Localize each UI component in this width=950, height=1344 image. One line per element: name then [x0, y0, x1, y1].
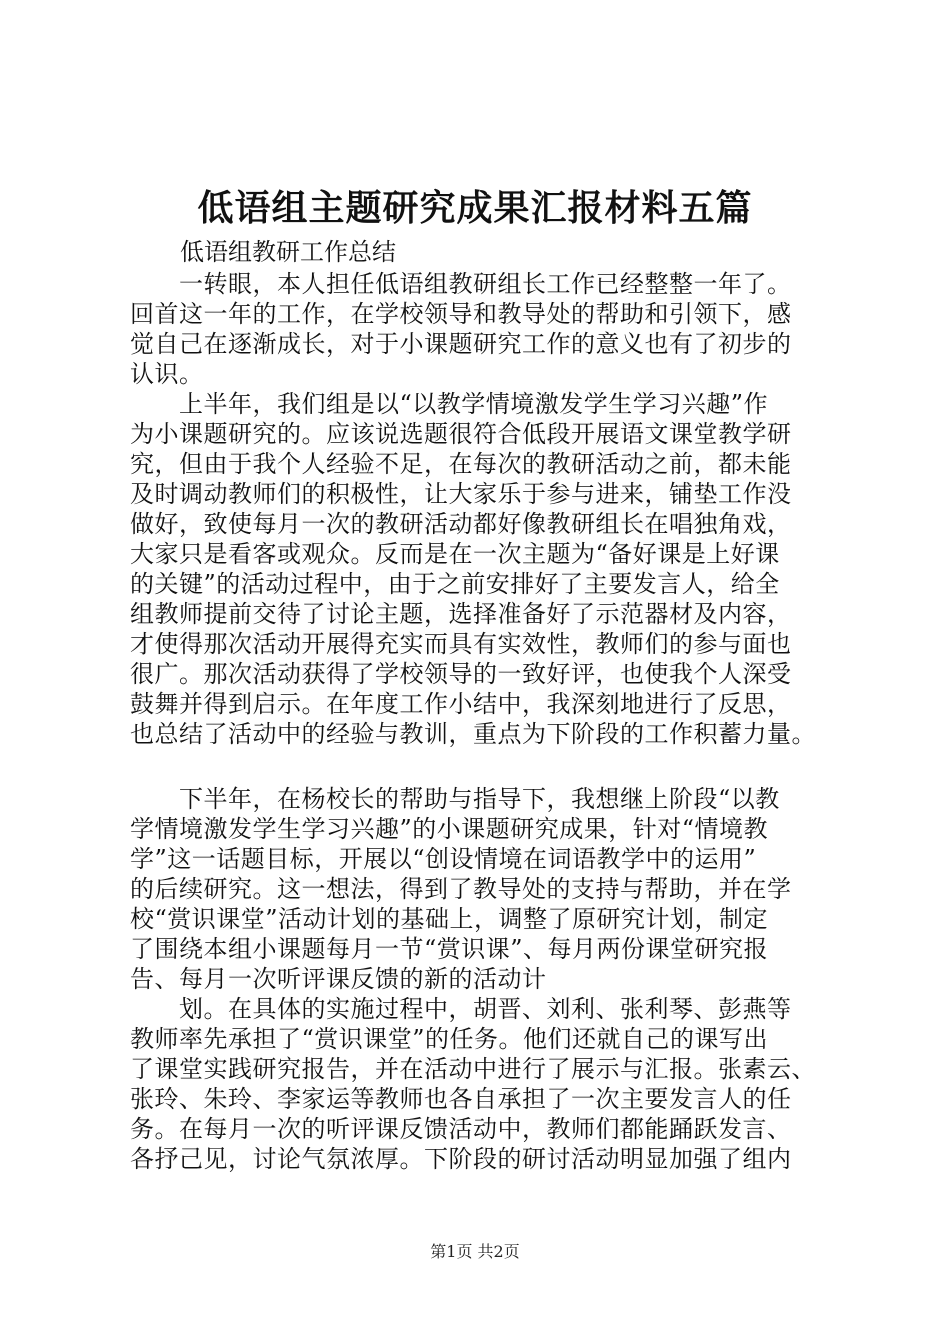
body-line: 告、每月一次听评课反馈的新的活动计 [130, 965, 547, 993]
body-line: 组教师提前交待了讨论主题，选择准备好了示范器材及内容， [130, 600, 792, 628]
body-line: 各抒己见，讨论气氛浓厚。下阶段的研讨活动明显加强了组内 [130, 1145, 792, 1173]
body-line: 上半年，我们组是以“以教学情境激发学生学习兴趣”作 [130, 390, 769, 418]
body-line: 鼓舞并得到启示。在年度工作小结中，我深刻地进行了反思， [130, 690, 792, 718]
body-line: 下半年，在杨校长的帮助与指导下，我想继上阶段“以教 [130, 785, 780, 813]
body-line: 做好，致使每月一次的教研活动都好像教研组长在唱独角戏， [130, 510, 792, 538]
body-line: 务。在每月一次的听评课反馈活动中，教师们都能踊跃发言、 [130, 1115, 792, 1143]
body-line: 的关键”的活动过程中，由于之前安排好了主要发言人，给全 [130, 570, 780, 598]
body-line: 了围绕本组小课题每月一节“赏识课”、每月两份课堂研究报 [130, 935, 769, 963]
body-line: 学情境激发学生学习兴趣”的小课题研究成果，针对“情境教 [130, 815, 769, 843]
body-line: 及时调动教师们的积极性，让大家乐于参与进来，铺垫工作没 [130, 480, 792, 508]
body-line: 划。在具体的实施过程中，胡晋、刘利、张利琴、彭燕等 [130, 995, 792, 1023]
body-line: 张玲、朱玲、李家运等教师也各自承担了一次主要发言人的任 [130, 1085, 792, 1113]
body-line: 的后续研究。这一想法，得到了教导处的支持与帮助，并在学 [130, 875, 792, 903]
body-line: 才使得那次活动开展得充实而具有实效性，教师们的参与面也 [130, 630, 792, 658]
page-number-footer: 第1页 共2页 [430, 1242, 520, 1261]
section-subheading: 低语组教研工作总结 [180, 238, 396, 266]
document-title: 低语组主题研究成果汇报材料五篇 [197, 187, 753, 229]
body-line: 很广。那次活动获得了学校领导的一致好评，也使我个人深受 [130, 660, 792, 688]
body-line: 学”这一话题目标，开展以“创设情境在词语教学中的运用” [130, 845, 757, 873]
body-line: 一转眼，本人担任低语组教研组长工作已经整整一年了。 [130, 270, 792, 298]
body-line: 教师率先承担了“赏识课堂”的任务。他们还就自己的课写出 [130, 1025, 769, 1053]
body-line: 回首这一年的工作，在学校领导和教导处的帮助和引领下，感 [130, 300, 792, 328]
body-line: 也总结了活动中的经验与教训，重点为下阶段的工作积蓄力量。 [130, 720, 816, 748]
body-line: 为小课题研究的。应该说选题很符合低段开展语文课堂教学研 [130, 420, 792, 448]
body-line: 大家只是看客或观众。反而是在一次主题为“备好课是上好课 [130, 540, 780, 568]
body-line: 究，但由于我个人经验不足，在每次的教研活动之前，都未能 [130, 450, 792, 478]
body-line: 了课堂实践研究报告，并在活动中进行了展示与汇报。张素云、 [130, 1055, 816, 1083]
body-line: 觉自己在逐渐成长，对于小课题研究工作的意义也有了初步的 [130, 330, 792, 358]
body-line: 校“赏识课堂”活动计划的基础上，调整了原研究计划，制定 [130, 905, 769, 933]
body-line: 认识。 [130, 360, 204, 388]
